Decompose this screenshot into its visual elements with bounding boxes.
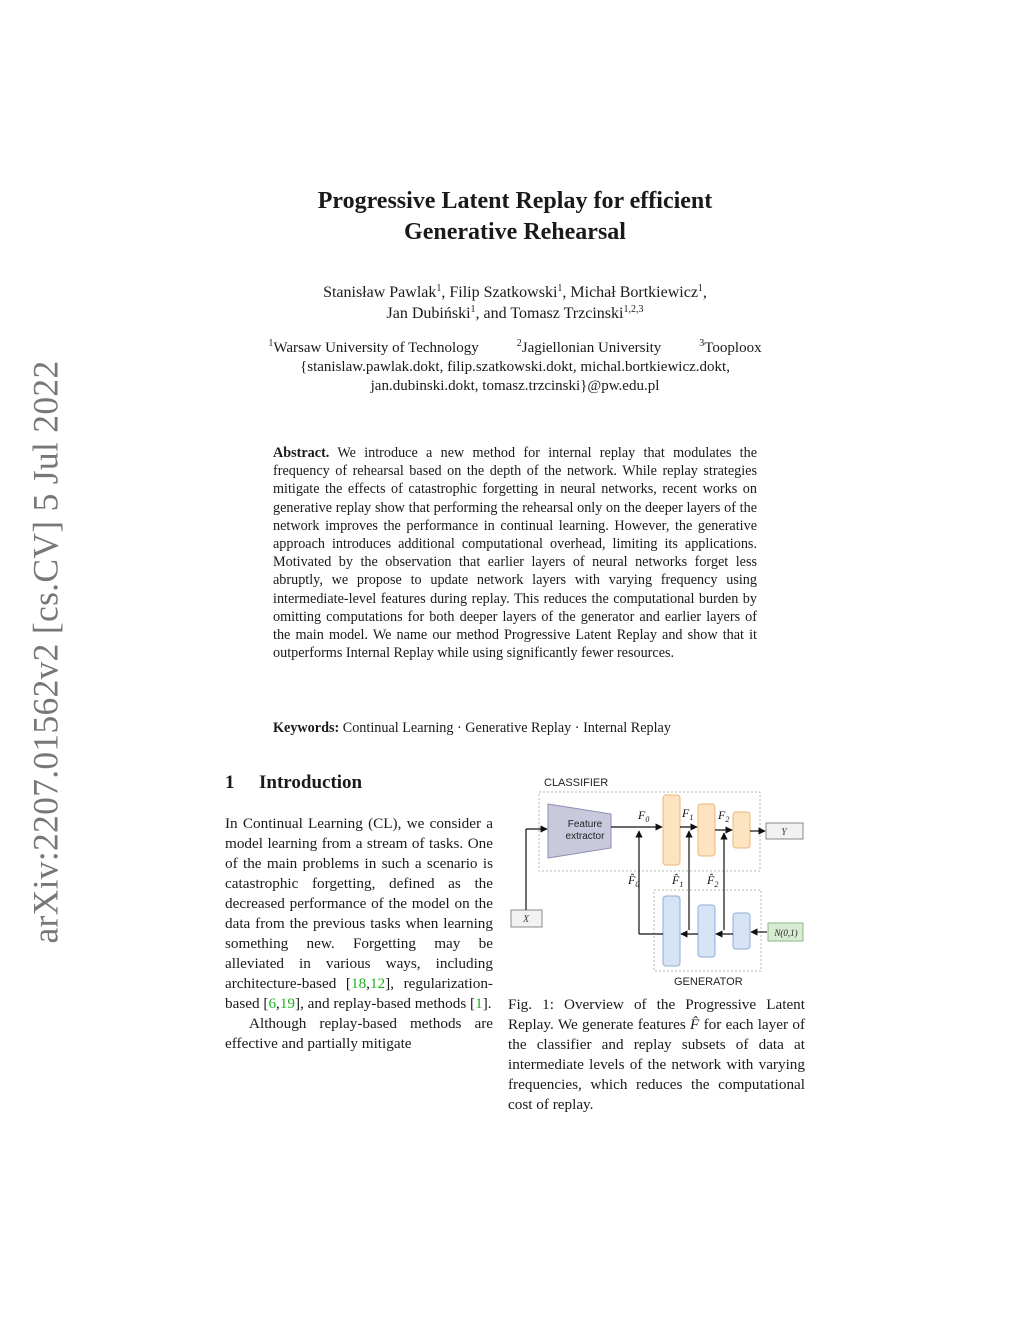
label-fhat0-sub: 0 (635, 880, 640, 889)
author-dubinski-affil: 1 (470, 304, 476, 315)
label-fhat2 (706, 873, 718, 889)
label-fhat2-sub: 2 (714, 880, 719, 889)
label-fhat0 (627, 873, 639, 889)
affiliations (200, 339, 830, 396)
label-f1-sub: 1 (689, 813, 694, 822)
affiliation-jagiellonian-marker: 2 (516, 338, 522, 349)
keywords (273, 719, 773, 737)
author-szatkowski: , Filip Szatkowski (441, 284, 558, 301)
classifier-layer-1 (663, 795, 680, 865)
abstract-text: We introduce a new method for internal replay that modulates the frequency of rehearsal based on the depth of the network. While replay strategies mitigate the effects of catastrophic forgetting in neural networks, recent works on generative replay show that performing the rehearsal only on the deeper layers of the network improves the performance in continual learning. However, the generative approach introduces additional computational overhead, limiting its applications. Motivated by the observation that earlier layers of neural networks forget less abruptly, we propose to update network layers with varying frequency using intermediate-level features during replay. This reduces the computational burden by omitting computations for both deeper layers of the generator and earlier layers of the main model. We name our method Progressive Latent Replay and show that it outperforms Internal Replay while using significantly fewer resources. (273, 445, 757, 662)
paper-title (200, 186, 830, 248)
email-line-1: {stanislaw.pawlak.dokt, filip.szatkowski.dokt, michal.bortkiewicz.dokt, (300, 359, 730, 375)
section-number: 1 (225, 772, 235, 793)
figure-1-caption (508, 995, 805, 1115)
generator-layer-3 (733, 913, 750, 949)
label-f1 (681, 806, 693, 822)
label-f2-sub: 2 (725, 815, 730, 824)
author-trzcinski: , and Tomasz Trzcinski (475, 305, 624, 322)
feature-extractor-label-line-1: Feature (567, 819, 603, 830)
classifier-layer-3 (733, 812, 750, 848)
generator-layer-1 (663, 896, 680, 966)
abstract-label: Abstract. (273, 445, 330, 461)
keywords-text: Continual Learning · Generative Replay · Internal Replay (342, 720, 671, 736)
label-f2 (717, 808, 729, 824)
author-line-2 (200, 303, 830, 324)
intro-p1-part-d: ]. (482, 995, 492, 1012)
intro-p1-part-a: In Continual Learning (CL), we consider a model learning from a stream of tasks. One of the main problems in such a scenario is catastrophic forgetting, defined as the decreased performance of the model on the data from the previous tasks when learning something new. Forgetting may be alleviated in various ways, including architecture-based [ (225, 815, 493, 992)
caption-prefix: Fig. 1: (508, 996, 554, 1013)
author-trzcinski-affil: 1,2,3 (623, 304, 644, 315)
author-pawlak: Stanisław Pawlak (323, 284, 437, 301)
intro-paragraph-2: Although replay-based methods are effective and partially mitigate (225, 1015, 493, 1052)
affiliation-warsaw-marker: 1 (268, 338, 274, 349)
affiliation-tooploox-name: Tooploox (704, 340, 762, 356)
intro-body (225, 814, 493, 1054)
keywords-label: Keywords: (273, 720, 340, 736)
citation-6[interactable]: 6 (268, 995, 277, 1012)
label-fhat1 (671, 873, 683, 889)
author-line-1-tail: , (702, 284, 707, 301)
classifier-layer-2 (698, 804, 715, 856)
figure-1-diagram (508, 772, 808, 992)
intro-paragraph-1 (225, 814, 493, 1014)
citation-19[interactable]: 19 (279, 995, 296, 1012)
affiliation-jagiellonian-name: Jagiellonian University (521, 340, 662, 356)
affiliation-tooploox (699, 339, 761, 358)
affiliation-row (200, 339, 830, 358)
label-fhat2-letter: F̂ (707, 873, 715, 887)
caption-text-b: for each layer of the classifier and replay subsets of data at intermediate levels of the network with varying frequencies, which reduces the computational cost of replay. (508, 1016, 805, 1113)
diagram-svg (508, 772, 808, 992)
label-fhat1-letter: F̂ (672, 873, 680, 887)
section-title: Introduction (259, 772, 363, 793)
section-heading (225, 771, 362, 795)
author-list (200, 282, 830, 324)
label-f2-letter: F (718, 808, 726, 822)
generator-label: GENERATOR (674, 976, 743, 988)
author-bortkiewicz: , Michał Bortkiewicz (562, 284, 698, 301)
author-pawlak-affil: 1 (436, 283, 442, 294)
output-y-label: Y (781, 827, 787, 838)
generator-layer-2 (698, 905, 715, 957)
citation-18[interactable]: 18 (350, 975, 367, 992)
title-line-2: Generative Rehearsal (404, 219, 626, 245)
input-x-label: X (522, 914, 530, 925)
affiliation-tooploox-marker: 3 (699, 338, 705, 349)
affiliation-warsaw (268, 339, 478, 358)
author-dubinski: Jan Dubiński (386, 305, 471, 322)
label-f0-sub: 0 (645, 815, 650, 824)
citation-separator: , (276, 995, 280, 1012)
author-line-1 (200, 282, 830, 303)
author-szatkowski-affil: 1 (557, 283, 563, 294)
label-fhat0-letter: F̂ (628, 873, 636, 887)
label-fhat1-sub: 1 (679, 880, 684, 889)
caption-symbol-fhat: F̂ (690, 1016, 700, 1033)
affiliation-jagiellonian (517, 339, 662, 358)
label-f1-letter: F (682, 806, 690, 820)
email-line-2: jan.dubinski.dokt, tomasz.trzcinski}@pw.edu.pl (370, 378, 660, 394)
citation-separator: , (366, 975, 370, 992)
affiliation-warsaw-name: Warsaw University of Technology (273, 340, 479, 356)
arxiv-identifier: arXiv:2207.01562v2 [cs.CV] 5 Jul 2022 (25, 360, 65, 944)
abstract (273, 444, 757, 662)
author-bortkiewicz-affil: 1 (697, 283, 703, 294)
intro-p1-part-b: ], regularization-based [ (225, 975, 493, 1012)
citation-1[interactable]: 1 (475, 995, 483, 1012)
arxiv-side-stamp (20, 360, 70, 944)
intro-p1-part-c: ], and replay-based methods [ (295, 995, 476, 1012)
label-f0-letter: F (638, 808, 646, 822)
classifier-label: CLASSIFIER (544, 777, 609, 789)
feature-extractor-label-line-2: extractor (565, 831, 605, 842)
label-f0 (637, 808, 649, 824)
caption-text-a: Overview of the Progressive Latent Replay. We generate features (508, 996, 805, 1033)
noise-label: N(0,1) (774, 928, 798, 938)
citation-12[interactable]: 12 (369, 975, 386, 992)
title-line-1: Progressive Latent Replay for efficient (317, 188, 713, 214)
